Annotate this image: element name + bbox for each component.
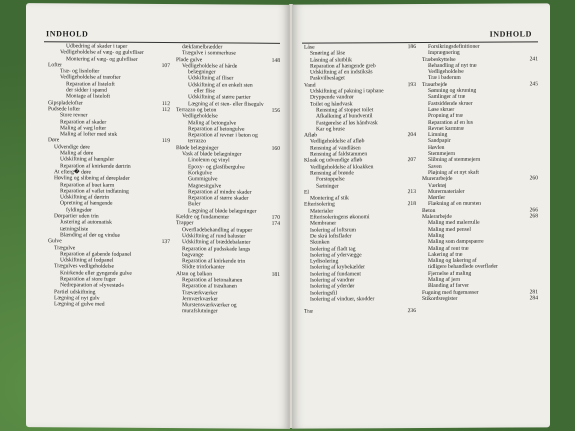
toc-column-1 — [48, 43, 170, 308]
toc-entry-title: Isolering af loftsrum — [310, 226, 356, 234]
toc-entry-title: Slidte trinforkanter — [182, 264, 225, 271]
toc-entry-title: Høvling og slibning af døreplader — [54, 175, 130, 183]
toc-entry-title: Isolering af fundament — [310, 271, 361, 278]
toc-entry-title: Murerarbejde — [422, 176, 453, 183]
page-header: INDHOLD — [46, 29, 89, 39]
toc-entry-title: Reparation af gabende fodpanel — [60, 251, 132, 258]
toc-entry-title: Rensning af vandlåsen — [310, 145, 361, 152]
toc-entry-title: Stikordsregister — [422, 295, 458, 302]
toc-entry-title: Fastgørelse af løs håndvask — [316, 119, 378, 127]
toc-entry-title: Flækning af en mursten — [428, 201, 481, 208]
toc-entry-title: Reparation af en lus — [428, 119, 473, 126]
toc-entry-title: Udskiftning af bræddebalanter — [182, 239, 251, 246]
toc-page-number: 137 — [161, 239, 170, 246]
toc-entry-title: Reparation af revner i beton og — [188, 132, 258, 139]
toc-entry-title: Linoleum og vinyl — [188, 157, 230, 164]
toc-page-number: 207 — [407, 157, 416, 164]
toc-page-number: 112 — [161, 100, 170, 107]
toc-page-number: 266 — [529, 207, 538, 214]
toc-entry-title: Limning — [428, 132, 448, 139]
toc-entry-title: Reparation af vaflet indfatning — [60, 188, 129, 195]
toc-entry-title: Buler — [188, 201, 201, 208]
toc-entry-title: Reparation af buet karm — [60, 181, 115, 189]
toc-entry-title: Forsikringsdefinitioner — [428, 43, 480, 50]
toc-entry — [48, 301, 170, 308]
toc-column-2 — [176, 44, 280, 315]
toc-entry-title: Udskiftning af hængsler — [60, 156, 115, 164]
toc-entry-title: Maling af lofter med stuk — [60, 131, 118, 138]
toc-entry-title: Paskvilbeslaget — [310, 75, 345, 83]
toc-entry-title: Udvendige døre — [54, 144, 90, 151]
toc-entry-title: Vedligeholdelse — [182, 113, 218, 120]
toc-entry-title: Træ i baderum — [428, 75, 461, 82]
toc-entry-title: Montage af listeloft — [66, 93, 111, 101]
toc-entry-title: Stemmejern — [428, 150, 456, 158]
toc-entry-title: Malerarbejde — [422, 213, 452, 221]
toc-entry-title: Udskiftning af en enkelt sten — [188, 81, 253, 89]
toc-entry-title: Dørpartier uden trin — [54, 213, 99, 220]
toc-entry-title: Isolering af yderdør — [310, 283, 355, 290]
toc-page-number: 186 — [407, 44, 416, 51]
toc-entry-title: Maling med pensel — [428, 226, 471, 233]
toc-entry-title: Udskiftning af rund baluster — [182, 233, 246, 240]
toc-entry-title: Lægning af bløde belægninger — [188, 207, 257, 215]
toc-entry-title: Imprægnering — [428, 50, 460, 57]
toc-entry-title: Korkgulve — [188, 170, 212, 177]
toc-entry-title: Reparation af betonaltanen — [182, 277, 243, 284]
toc-entry-title: Bløde belægninger — [176, 144, 219, 152]
toc-entry-title: Isolering af ydervægge — [310, 252, 362, 259]
toc-entry-title: Fugning med fugemasser — [422, 289, 479, 296]
toc-entry-title: Isoleringsfil — [310, 290, 338, 297]
toc-entry-title: Lægning af et sten- eller flisegulv — [188, 100, 264, 108]
toc-entry-title: Propning af træ — [428, 113, 463, 120]
toc-entry-title: Værktøj — [428, 182, 447, 189]
toc-entry-title: murafslutninger — [182, 308, 218, 315]
toc-entry-title: bagvange — [182, 251, 204, 259]
toc-entry-title: Kloak og udvendige afløb — [304, 157, 363, 164]
toc-entry-title: Udskiftning af dørtrin — [60, 194, 110, 201]
toc-entry-title: Magnesitgulve — [188, 182, 222, 189]
toc-column-1 — [304, 44, 416, 315]
toc-entry-title: belægninger — [188, 69, 216, 76]
toc-page-number: 107 — [161, 62, 170, 69]
toc-entry-title: Vedligeholdelse af væg- og gulvfliser — [60, 49, 144, 57]
toc-entry-title: Reparation af betongulve — [188, 126, 245, 133]
toc-entry-title: Afkalkning af bundventil — [316, 113, 373, 120]
toc-page-number: 281 — [529, 288, 538, 296]
toc-entry-title: Vedligeholdelse af træofter — [60, 74, 121, 82]
toc-entry-title: Reparation af knirkende dørtrin — [60, 162, 131, 170]
toc-entry-title: De skrå loftsflader — [310, 233, 352, 240]
toc-entry-title: Nedreparation af »fyvestød« — [60, 282, 124, 290]
toc-entry-title: Gummigulve — [188, 176, 218, 183]
toc-entry-title: Reparation af listeloft — [66, 81, 115, 88]
toc-entry-title: Montering af væg- og gulvfliser — [66, 55, 138, 63]
toc-entry-title: Isolering af krybekælder — [310, 264, 365, 271]
toc-entry-title: Plade gulve — [176, 56, 203, 63]
toc-entry-title: Udskiftning af fliser — [188, 75, 234, 83]
toc-entry-title: Partiel udskiftning — [54, 288, 96, 296]
toc-entry-title: Udbedring af skader i taper — [66, 43, 128, 50]
toc-entry-title: Døre — [48, 137, 60, 144]
toc-entry-title: Reparation af træaltanen — [182, 283, 237, 290]
toc-entry-title: Revnet karmtræ — [428, 125, 464, 132]
toc-entry-title: Afløb — [304, 132, 318, 139]
toc-entry-title: Rensning af stoppet toilet — [316, 107, 374, 114]
toc-entry-title: Maling — [428, 232, 445, 239]
toc-entry-title: Udskiftning af pakning i taphane — [310, 88, 384, 95]
toc-entry-title: Maling med malerrulle — [428, 220, 480, 227]
toc-entry-title: Træ — [304, 309, 313, 316]
toc-page-number: 112 — [161, 106, 170, 114]
toc-entry-title: Mørtler — [428, 194, 446, 202]
toc-entry-title: Maling af væg lofter — [60, 125, 107, 132]
toc-entry-title: Blanding af farver — [428, 283, 470, 290]
toc-entry-title: Samlinger af træ — [428, 94, 466, 101]
toc-entry-title: der sidder i spænd — [66, 87, 107, 94]
toc-entry-title: Træarbejde — [422, 81, 448, 88]
toc-entry-title: Efterisolering — [304, 201, 335, 209]
toc-entry-title: Isolering af vandrør — [310, 277, 355, 284]
toc-page-number: 236 — [407, 308, 416, 315]
toc-entry-title: Dryppende vandrør — [310, 94, 354, 101]
toc-entry-title: Skunken — [310, 239, 330, 246]
toc-entry-title: Montering af stik — [310, 195, 349, 202]
toc-page-number: 268 — [529, 213, 538, 220]
toc-entry-title: Sømning og skruning — [428, 87, 477, 95]
toc-entry-title: Sandpapir — [428, 138, 451, 145]
toc-entry-title: Materialer — [310, 208, 334, 215]
toc-entry-title: Altan og balkon — [176, 270, 213, 278]
toc-page-number: 204 — [407, 132, 416, 139]
toc-page-number: 174 — [271, 221, 280, 228]
toc-entry-title: Epoxy- og glasfibergulve — [188, 163, 245, 171]
toc-entry-title: Lydisolering — [310, 258, 339, 265]
toc-entry-title: Reparation af knirkende trin — [182, 258, 246, 265]
toc-entry-title: eller flise — [194, 88, 215, 95]
toc-entry-title: Vedligeholdelse af afløb — [310, 138, 365, 146]
toc-entry-title: Fastsiddende skruer — [428, 100, 473, 107]
toc-page-number: 213 — [407, 188, 416, 195]
toc-entry-title: Trægulves vedligeholdelse — [54, 263, 114, 271]
toc-entry-title: Trægulve i sommerhuse — [182, 50, 236, 57]
page-header: INDHOLD — [489, 29, 532, 39]
toc-entry-title: dækfamelbrædder — [182, 44, 223, 51]
toc-entry-title: Maling og lakering af — [428, 257, 477, 265]
toc-entry-title: Høvlen — [428, 144, 445, 151]
right-page — [292, 3, 550, 428]
toc-entry-title: Murermaterialer — [428, 188, 465, 195]
toc-entry-title: Træbeskyttelse — [422, 56, 456, 63]
toc-entry-title: Overfladebehandling af trapper — [182, 226, 253, 234]
toc-entry-title: Behandling af nyt træ — [428, 62, 477, 69]
toc-entry-title: Vask af bløde belægninger — [182, 151, 242, 158]
toc-entry-title: Gipspladelofter — [48, 99, 83, 107]
toc-page-number: 241 — [529, 55, 538, 63]
toc-entry-title: Maling af rent træ — [428, 245, 469, 252]
toc-entry-title: Maling som dampspærre — [428, 238, 484, 246]
toc-entry-title: Trapper — [176, 220, 194, 227]
toc-page-number: 193 — [407, 81, 416, 88]
toc-entry — [176, 309, 280, 316]
toc-entry-title: Knirkende eller gyngende gulve — [60, 270, 132, 277]
toc-entry-title: Låse — [304, 44, 315, 51]
toc-entry-title: fyldingsdør — [66, 207, 92, 214]
toc-entry-title: Jernværkværker — [182, 296, 219, 303]
toc-page-number: 181 — [271, 271, 280, 278]
toc-entry-title: At efterg� døre — [54, 169, 92, 176]
toc-entry-title: Slibning af stemmejern — [428, 157, 481, 164]
left-page — [26, 3, 290, 429]
toc-entry-title: Isolering af fladt tag — [310, 245, 356, 253]
toc-entry-title: Kældre og fundamenter — [176, 214, 230, 221]
toc-entry-title: Isolering af vinduer, skodder — [310, 296, 375, 303]
toc-entry-title: Udskiftning af fodpanel — [60, 257, 114, 264]
toc-entry-title: terrazzo — [188, 138, 207, 145]
toc-entry-title: Lofter — [48, 62, 62, 69]
toc-page-number: 245 — [529, 81, 538, 88]
open-book — [26, 4, 553, 428]
toc-entry-title: Vand — [304, 82, 316, 89]
toc-entry-title: Maling af jern — [428, 276, 460, 283]
toc-entry-title: Beton — [422, 207, 436, 214]
toc-entry-title: Maling af døre — [60, 150, 94, 157]
toc-entry-title: Forstoppelse — [316, 176, 345, 183]
toc-page-number: 148 — [271, 57, 280, 64]
toc-entry-title: Udskiftning af større partier — [188, 94, 251, 102]
toc-entry-title: Opretning af hængende — [60, 200, 113, 208]
toc-entry-title: Membraner — [310, 220, 337, 227]
toc-entry-title: Fjernelse af maling — [428, 270, 472, 277]
toc-entry-title: Lægning af gulve med — [54, 301, 105, 308]
toc-entry-title: Vedligeholdelse af kloakken — [310, 163, 374, 171]
toc-page-number: 260 — [529, 175, 538, 182]
toc-entry-title: Gulve — [48, 238, 62, 245]
toc-entry-title: Lægning af nyt gulv — [54, 295, 100, 302]
toc-entry-title: Pudsede lofter — [48, 106, 81, 113]
toc-entry-title: Murstensværkværker og — [182, 302, 237, 309]
toc-entry — [304, 308, 416, 315]
toc-page-number: 218 — [407, 201, 416, 208]
toc-entry-title: Trægulve — [54, 244, 76, 251]
toc-entry-title: Lakering af træ — [428, 251, 463, 258]
toc-entry-title: tætningsliste — [60, 225, 89, 233]
toc-entry-title: Træværkværker — [182, 289, 218, 296]
toc-entry-title: Rensning af faldstammen — [310, 151, 368, 158]
toc-entry-title: Saven — [428, 163, 442, 170]
toc-entry-title: Reparation af pudsskade langs — [182, 245, 251, 253]
toc-entry-title: Vedligeholdelse — [428, 68, 464, 76]
toc-entry-title: Sætninger — [316, 182, 339, 190]
toc-page-number: 119 — [161, 138, 170, 145]
toc-entry-title: Terrazzo og beton — [176, 107, 217, 114]
toc-entry — [422, 295, 538, 302]
toc-page-number: 284 — [529, 295, 538, 302]
toc-entry-title: El — [304, 189, 309, 196]
toc-page-number: 160 — [271, 145, 280, 152]
toc-entry-title: tidligere behandlede overflader — [428, 263, 498, 271]
toc-page-number: 156 — [271, 107, 280, 114]
toc-entry-title: Smøring af låse — [310, 50, 346, 57]
toc-entry-title: Efterisoleringens økonomi — [310, 214, 370, 221]
toc-entry-title: Store revner — [60, 112, 88, 119]
toc-entry-title: Reparation af hængende greb — [310, 63, 376, 70]
toc-entry-title: Rensning af brønde — [310, 170, 354, 177]
toc-entry-title: Reparation af mindre skader — [188, 189, 252, 196]
toc-entry-title: Maling af betongulve — [188, 119, 237, 127]
toc-entry-title: Toilet og håndvask — [310, 101, 353, 108]
toc-entry-title: Reparation af større skader — [188, 195, 249, 202]
toc-entry-title: Blænding af dør og vindue — [60, 232, 120, 239]
toc-entry-title: Træ- og lisnlofter — [60, 68, 100, 75]
toc-entry-title: Reparation af store fuger — [60, 276, 116, 283]
toc-entry-title: Justering af automatisk — [60, 219, 112, 226]
toc-entry-title: Pløjning af et nyt skaft — [428, 169, 479, 176]
toc-entry-title: Reparation af skader — [60, 118, 107, 126]
toc-entry-title: Løse skruer — [428, 106, 455, 113]
toc-column-2 — [422, 43, 538, 302]
toc-entry-title: Vedligeholdelse af hårde — [182, 63, 238, 70]
toc-entry-title: Udskiftning af en indstiksås — [310, 69, 373, 76]
toc-entry-title: Kar og bruse — [316, 126, 345, 133]
toc-entry-title: Låsning af slutblik — [310, 56, 352, 64]
toc-page-number: 170 — [271, 214, 280, 221]
